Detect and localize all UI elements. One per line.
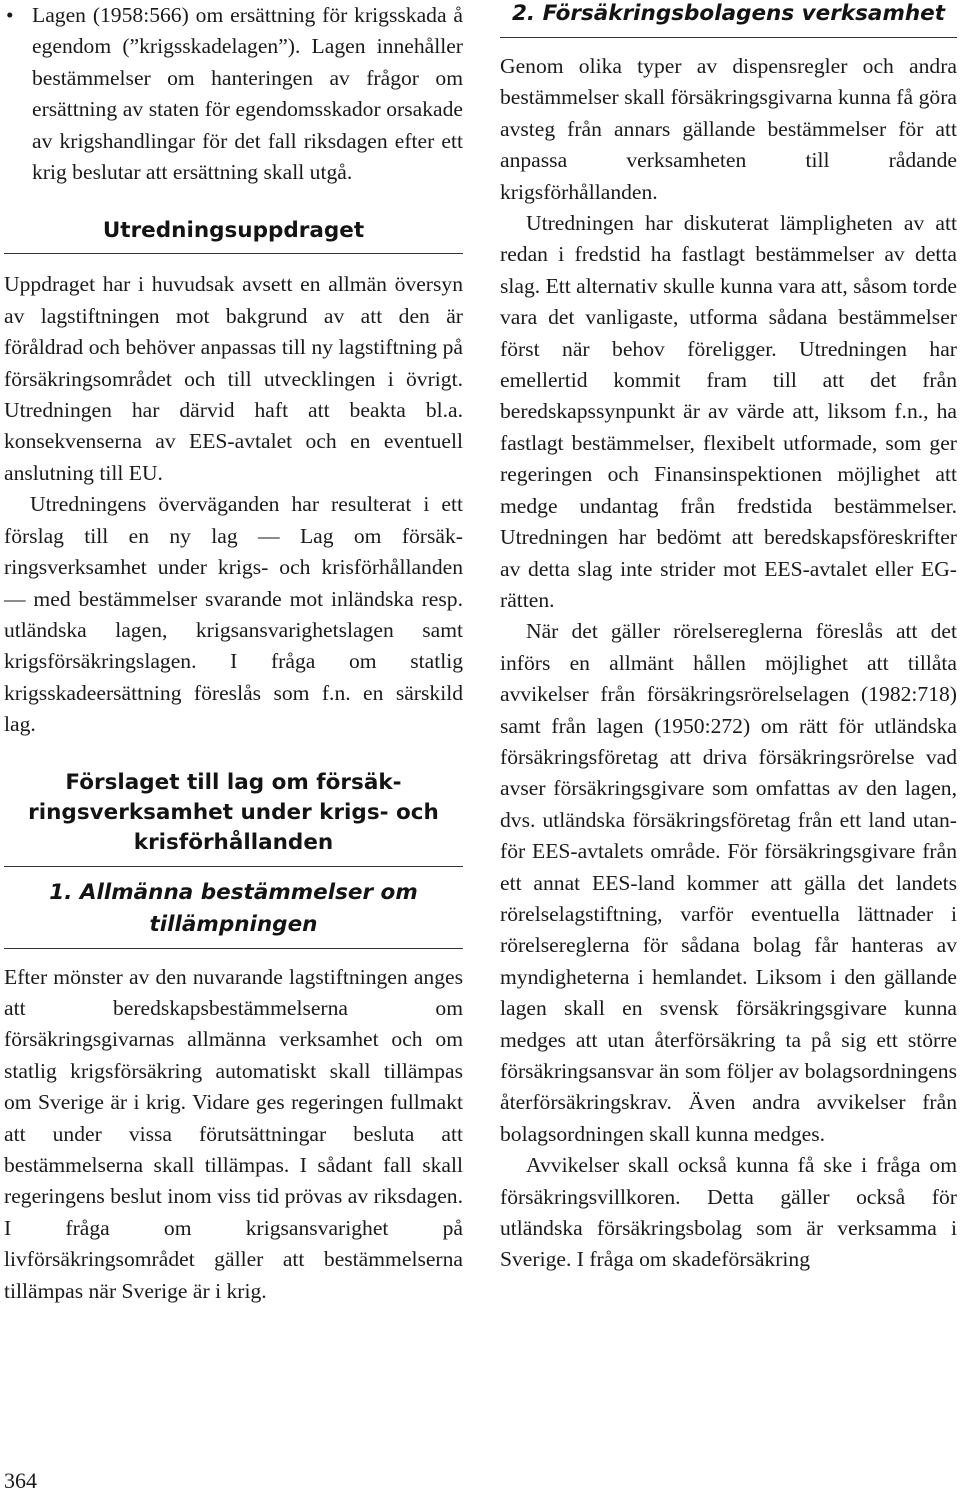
heading-rule bbox=[4, 866, 463, 867]
heading-rule bbox=[4, 948, 463, 949]
section-heading-utredningsuppdraget: Utredningsuppdraget bbox=[102, 218, 365, 244]
subsection-heading-forsakringsbolagens: 2. Försäkringsbolagens verksamhet bbox=[511, 1, 946, 26]
bullet-icon: • bbox=[6, 3, 14, 27]
heading-rule bbox=[4, 253, 463, 254]
paragraph-rorelsereglerna: När det gäller rörelsereglerna föreslås att det införs en allmänt hållen möjlighet att tillåta avvikelser från försäkringsrörelselagen (1982:718) samt från lagen (1950:272) om rätt för utländska försäkringsföretag att driva försäkringsrörelse vad avser försäkringsgivare som omfattas av den lagen, dvs. utländska försäkringsföretag från ett land utanför EES-avtalets område. För försäkringsgivare från ett annat EES-land kommer att gälla det landets rörelselagstiftning, varför eventuella lättnader i rörelsereglerna för sådana bolag får hanteras av myndigheterna i hemlandet. Liksom i den gällande lagen skall en svensk försäkringsgivare kunna medges att utan återförsäkring ta på sig ett större försäkringsansvar än som följer av bolagsordningens återförsäkringskrav. Även andra avvikelser från bolagsordningen skall kunna medges. bbox=[500, 619, 957, 1146]
subsection-heading-allmanna: 1. Allmänna bestämmelser om tillämpningen bbox=[49, 879, 418, 937]
paragraph-diskuterat: Utredningen har diskuterat lämpligheten av att redan i fredstid ha fastlagt bestämmelser av detta slag. Ett alternativ skulle kunna vara att, såsom torde vara det vanligaste, utforma sådana bestämmelser först när behov föreligger. Utredningen har emellertid kommit fram till att det från beredskapssynpunkt är av värde att, liksom f.n., ha fastlagt bestämmelser, flexibelt utformade, som ger regeringen och Finansinspektionen möjlighet att medge undantag från fredstida bestämmelser. Utredningen har bedömt att beredskapsföreskrifter av detta slag inte strider mot EES-avtalet eller EG-rätten. bbox=[500, 211, 957, 612]
bullet-text: Lagen (1958:566) om ersättning för krigsskada å egendom (”krigsskadelagen”). Lagen innehåller bestämmelser om hanteringen av frågor om ersättning av staten för egendomsskador orsakade av krigshandlingar för det fall riksdagen efter ett krig beslutar att ersättning skall utgå. bbox=[32, 3, 463, 185]
list-item bbox=[4, 0, 463, 188]
heading-rule bbox=[500, 37, 957, 38]
page-number: 364 bbox=[4, 1468, 37, 1493]
right-column bbox=[500, 0, 957, 1276]
paragraph-uppdraget: Uppdraget har i huvudsak avsett en allmän översyn av lagstiftningen mot bakgrund av att den är föråldrad och behöver anpassas till ny lagstiftning på försäkringsområdet och till utvecklingen i övrigt. Utredningen har därvid haft att beakta bl.a. konsekvenserna av EES-avtalet och en eventuell anslutning till EU. bbox=[4, 272, 463, 485]
paragraph-genom: Genom olika typer av dispensregler och andra bestämmelser skall försäkringsgivarna kunna få göra avsteg från annars gällande bestämmelser för att anpassa verksamheten till rådande krigsförhållanden. bbox=[500, 54, 957, 204]
paragraph-avvikelser: Avvikelser skall också kunna få ske i fråga om försäkringsvillkoren. Detta gäller också för utländska försäkringsbolag som är verksamma i Sverige. I fråga om skadeförsäkring bbox=[500, 1153, 957, 1272]
paragraph-overvaganden: Utredningens överväganden har resulterat i ett förslag till en ny lag — Lag om försäkringsverksamhet under krigs- och krisförhållanden — med bestämmelser svarande mot inländska resp. utländska lagen, krigsansvarighetslagen samt krigsförsäkringslagen. I fråga om statlig krigsskadeersättning föreslås som f.n. en särskild lag. bbox=[4, 492, 463, 737]
paragraph-efter-monster: Efter mönster av den nuvarande lagstiftningen anges att beredskapsbestämmelserna om försäkringsgivarnas allmänna verksamhet och om statlig krigsförsäkring automatiskt skall tillämpas om Sverige är i krig. Vidare ges regeringen fullmakt att under vissa förutsättningar besluta att bestämmelserna skall tillämpas. I sådant fall skall regeringens beslut inom viss tid prövas av riksdagen. I fråga om krigsansvarighet på livförsäkringsområdet gäller att bestämmelserna tillämpas när Sverige är i krig. bbox=[4, 964, 463, 1303]
left-column bbox=[4, 0, 463, 1307]
section-heading-forslaget: Förslaget till lag om försäkringsverksamhet under krigs- och krisförhållanden bbox=[28, 769, 439, 855]
